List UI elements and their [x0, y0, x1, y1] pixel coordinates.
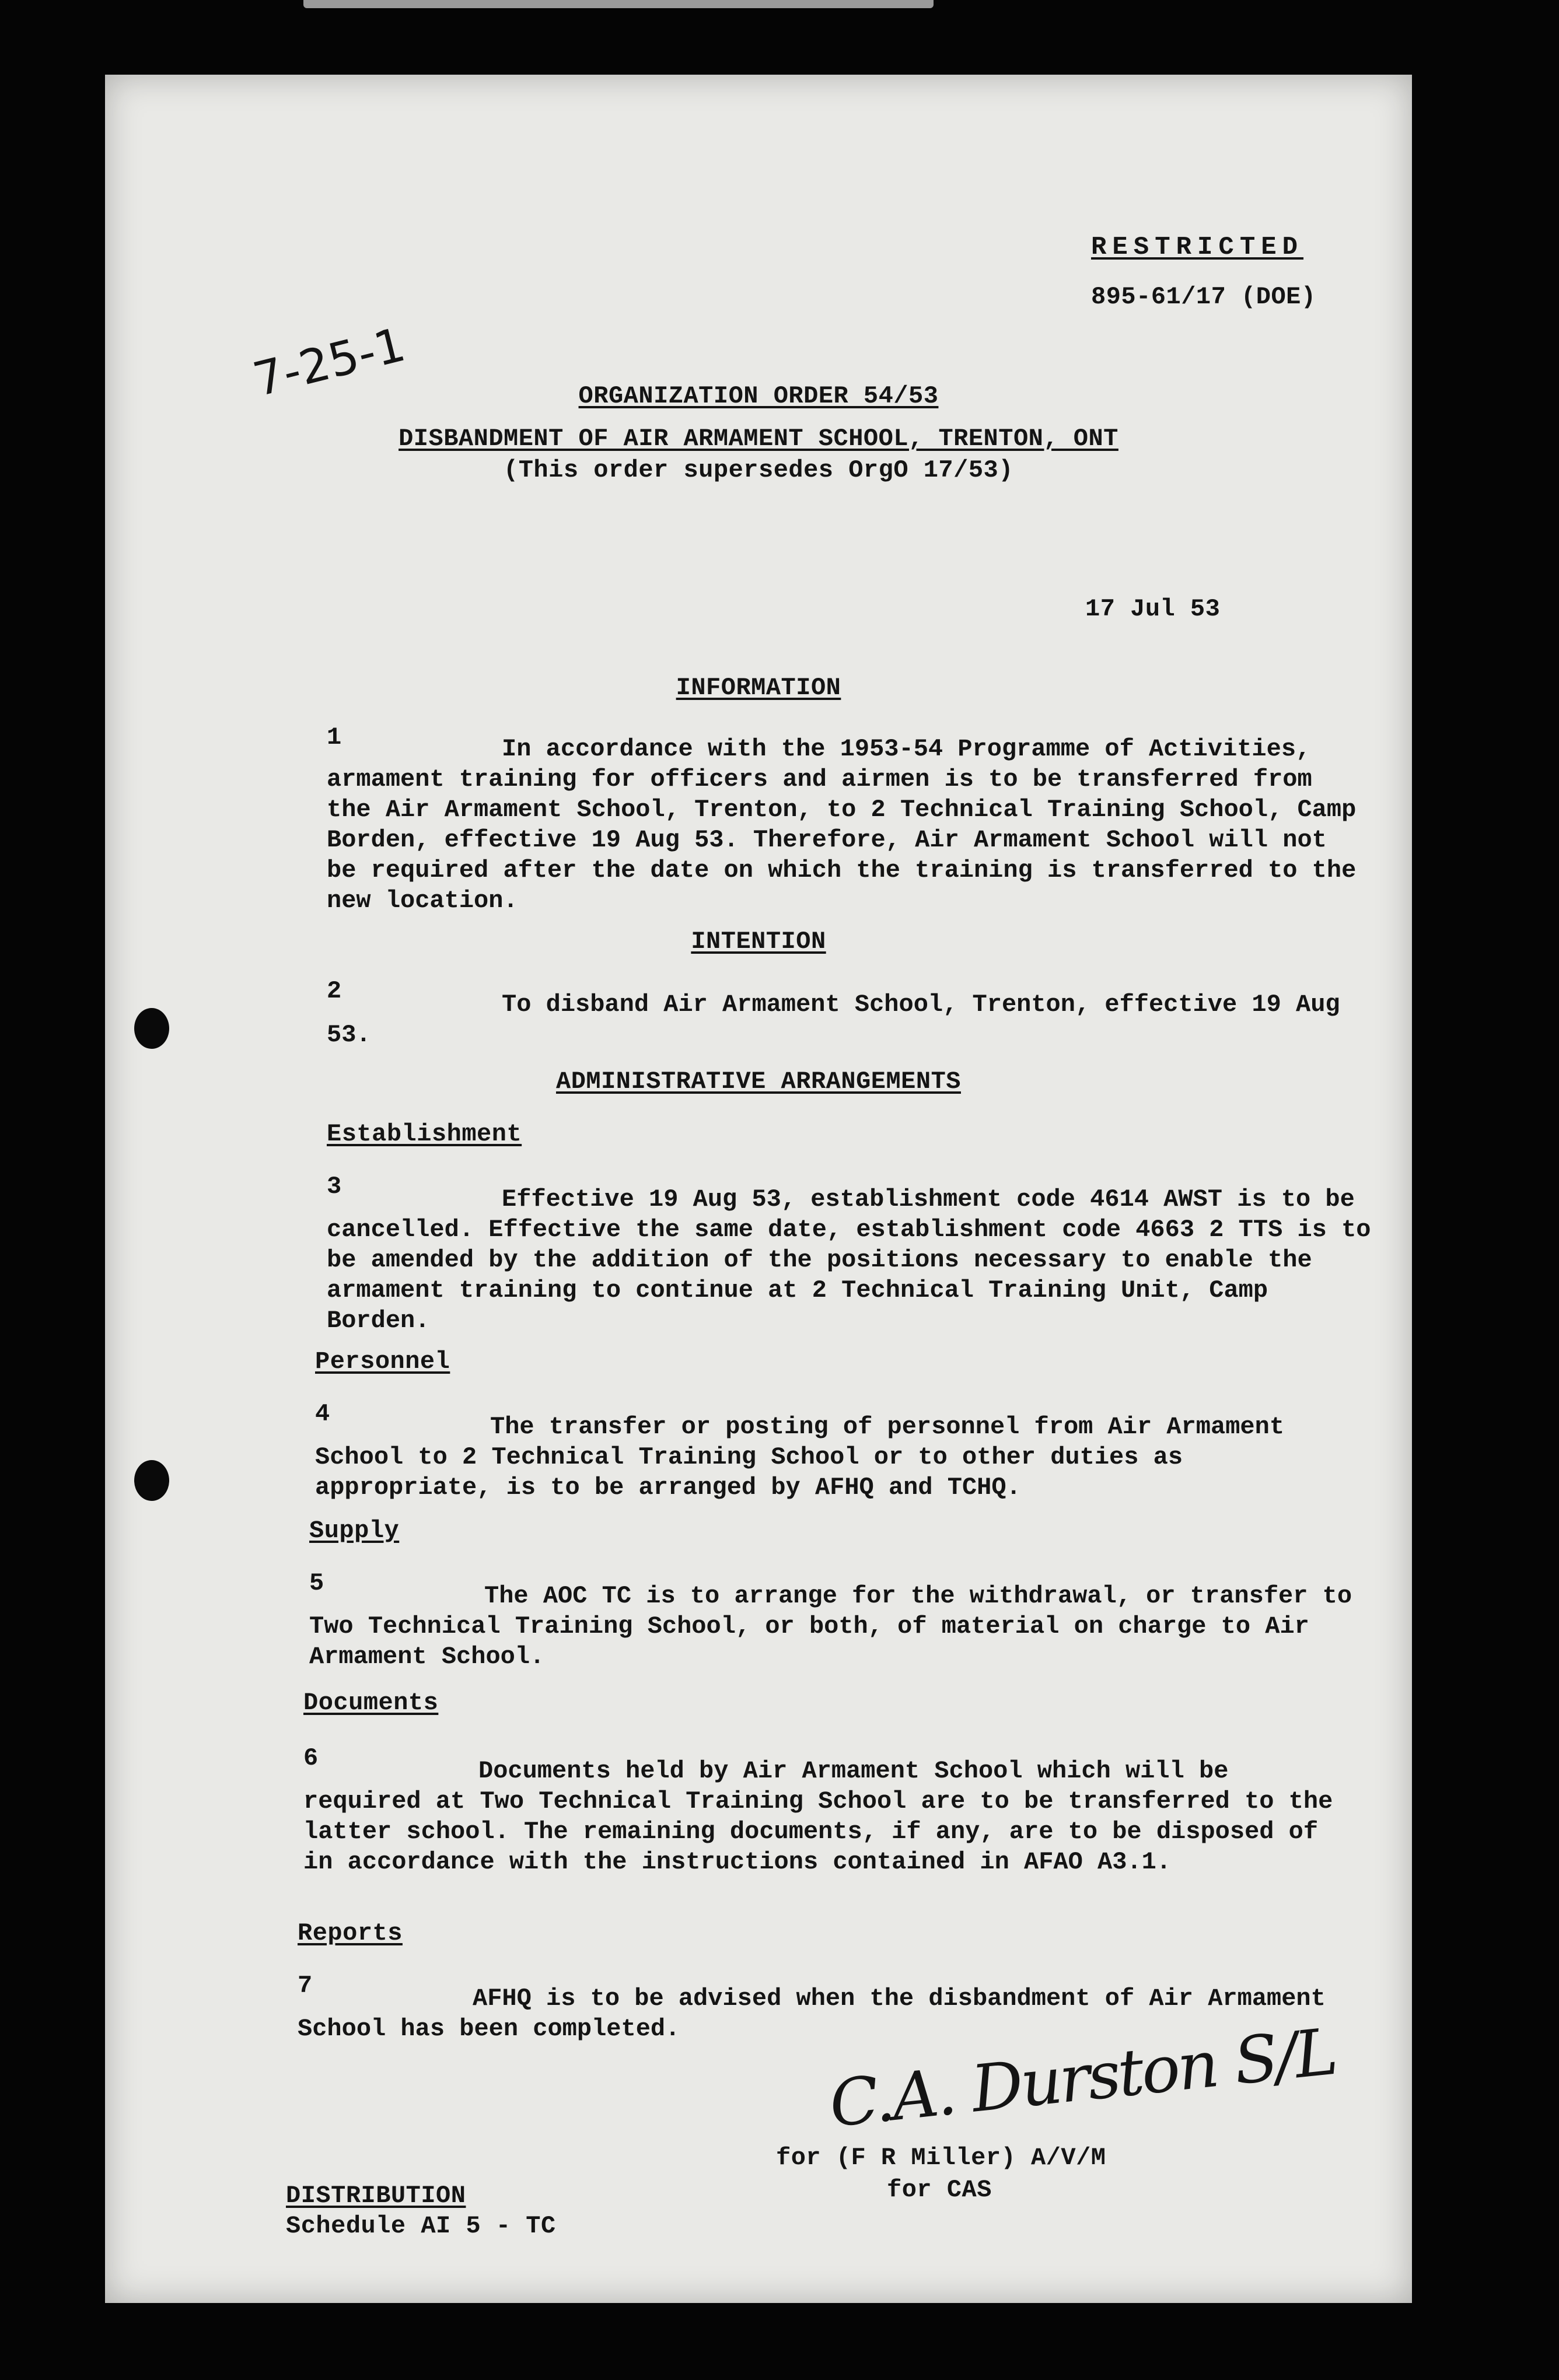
file-reference: 895-61/17 (DOE)	[1091, 283, 1316, 311]
distribution-schedule: Schedule AI 5 - TC	[286, 2212, 556, 2240]
order-title: ORGANIZATION ORDER 54/53	[578, 382, 939, 410]
documents-heading: Documents	[303, 1689, 439, 1717]
signer-line: for (F R Miller) A/V/M	[776, 2144, 1106, 2172]
reports-heading: Reports	[298, 1919, 403, 1947]
paragraph-number-2: 2	[327, 977, 342, 1005]
classification-marking: RESTRICTED	[1091, 233, 1304, 262]
paragraph-number-6: 6	[303, 1744, 319, 1772]
reports-text: AFHQ is to be advised when the disbandment of Air Armament School has been completed.	[298, 1985, 1326, 2043]
information-heading: INFORMATION	[676, 674, 841, 702]
documents-text: Documents held by Air Armament School which will be required at Two Technical Training School are to be transferred to the latter school. The remaining documents, if any, are to be disposed of in accordance with the instructions contained in AFAO A3.1.	[303, 1757, 1333, 1876]
handwritten-signature: C.A. Durston S/L	[826, 2014, 1339, 2142]
for-cas-line: for CAS	[887, 2176, 992, 2204]
personnel-text: The transfer or posting of personnel from Air Armament School to 2 Technical Training School or to other duties as appropriate, is to be arranged by AFHQ and TCHQ.	[315, 1413, 1285, 1502]
admin-heading: ADMINISTRATIVE ARRANGEMENTS	[555, 1068, 961, 1096]
punch-hole-upper	[134, 1008, 169, 1049]
establishment-heading: Establishment	[327, 1120, 522, 1148]
supply-heading: Supply	[309, 1517, 400, 1545]
paragraph-number-7: 7	[298, 1972, 313, 2000]
paragraph-number-4: 4	[315, 1400, 330, 1428]
supply-text: The AOC TC is to arrange for the withdrawal, or transfer to Two Technical Training School, or both, of material on charge to Air Armament School.	[309, 1582, 1352, 1671]
order-date: 17 Jul 53	[1085, 595, 1221, 623]
supersedes-note: (This order supersedes OrgO 17/53)	[504, 456, 1013, 484]
intention-text: To disband Air Armament School, Trenton, effective 19 Aug 53.	[327, 991, 1340, 1049]
personnel-heading: Personnel	[315, 1348, 450, 1376]
paragraph-number-5: 5	[309, 1569, 324, 1597]
paragraph-number-1: 1	[327, 723, 342, 751]
punch-hole-lower	[134, 1460, 169, 1501]
document-page	[105, 75, 1412, 2303]
establishment-text: Effective 19 Aug 53, establishment code 4614 AWST is to be cancelled. Effective the same date, establishment code 4663 2 TTS is to be amended by the addition of the positions necessary to enable the armament training to continue at 2 Technical Training Unit, Camp Borden.	[327, 1185, 1371, 1335]
distribution-heading: DISTRIBUTION	[286, 2182, 466, 2210]
order-subject: DISBANDMENT OF AIR ARMAMENT SCHOOL, TRENTON, ONT	[399, 425, 1118, 453]
information-text: In accordance with the 1953-54 Programme of Activities, armament training for officers and airmen is to be transferred from the Air Armament School, Trenton, to 2 Technical Training School, Camp Borden, effective 19 Aug 53. Therefore, Air Armament School will not be required after the date on which the training is transferred to the new location.	[327, 735, 1357, 915]
paragraph-number-3: 3	[327, 1172, 342, 1200]
handwritten-reference: 7-25-1	[247, 317, 411, 407]
film-edge-tab	[303, 0, 934, 8]
intention-heading: INTENTION	[691, 928, 826, 956]
